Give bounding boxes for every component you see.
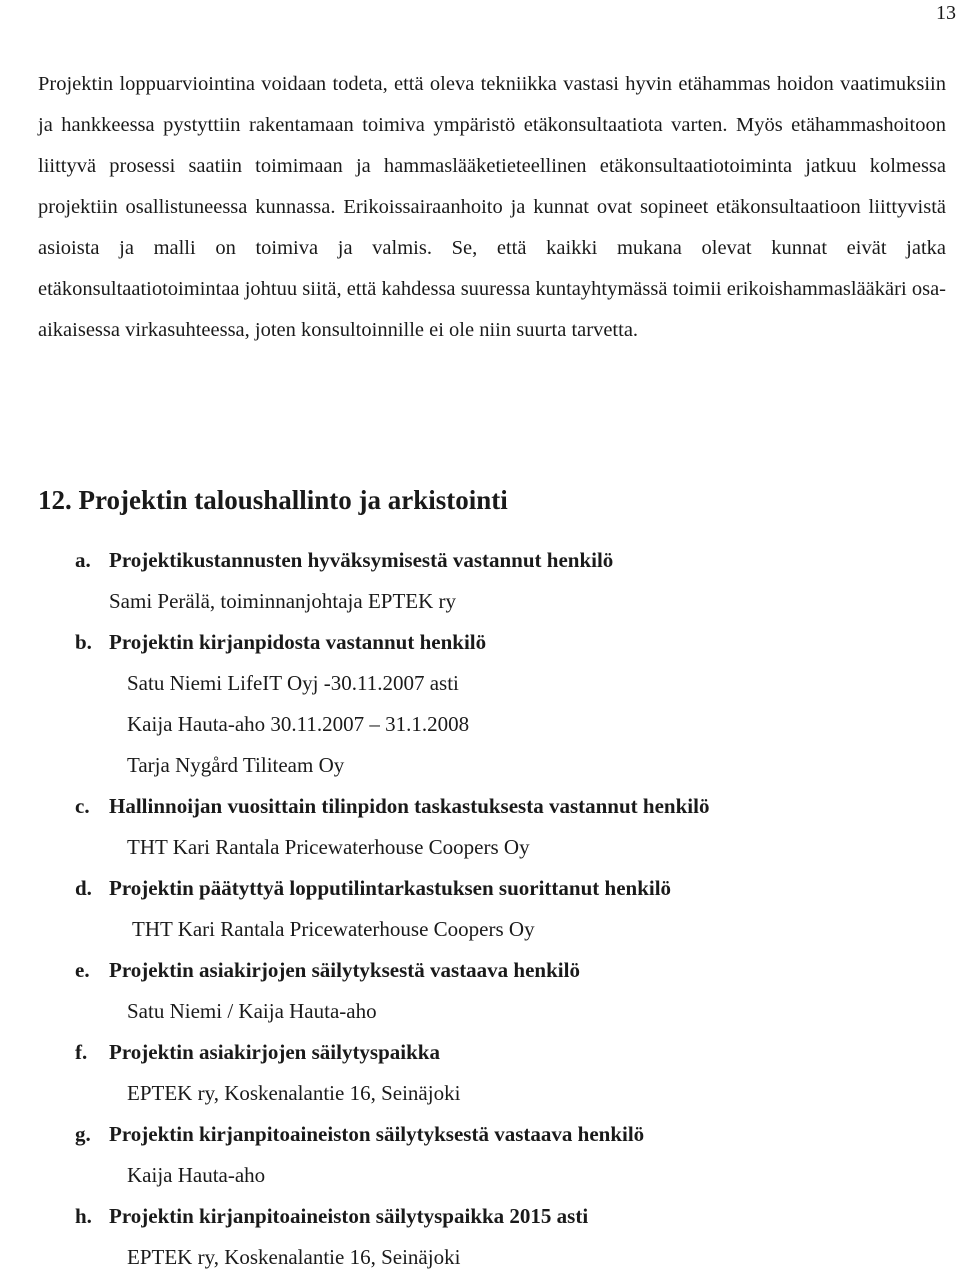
item-label-text: Projektin asiakirjojen säilytyspaikka (109, 1040, 440, 1064)
item-value: EPTEK ry, Koskenalantie 16, Seinäjoki (127, 1081, 461, 1105)
item-label-text: Projektin asiakirjojen säilytyksestä vastaava henkilö (109, 958, 580, 982)
section-heading: 12. Projektin taloushallinto ja arkistointi (38, 485, 508, 515)
item-label (75, 955, 580, 985)
item-letter: a. (75, 548, 91, 572)
item-label-text: Projektikustannusten hyväksymisestä vastannut henkilö (109, 548, 614, 572)
item-letter: f. (75, 1040, 88, 1064)
item-label-text: Projektin kirjanpitoaineiston säilytyksestä vastaava henkilö (109, 1122, 645, 1146)
item-label (75, 1119, 644, 1149)
item-letter: e. (75, 958, 90, 982)
item-label-text: Projektin kirjanpitoaineiston säilytyspaikka 2015 asti (109, 1204, 589, 1228)
item-letter: c. (75, 794, 90, 818)
item-label-text: Hallinnoijan vuosittain tilinpidon taskastuksesta vastannut henkilö (109, 794, 710, 818)
item-value: Kaija Hauta-aho 30.11.2007 – 31.1.2008 (127, 712, 470, 736)
item-letter: b. (75, 630, 92, 654)
item-letter: d. (75, 876, 92, 900)
item-value: Kaija Hauta-aho (127, 1163, 266, 1187)
body-paragraph: Projektin loppuarviointina voidaan todeta, että oleva tekniikka vastasi hyvin etähammas hoidon vaatimuksiin ja hankkeessa pystyttiin rakentamaan toimiva ympäristö etäkonsultaatiota varten. Myös etähammashoitoon liittyvä prosessi saatiin toimimaan ja hammaslääketieteellinen etäkonsultaatiotoiminta jatkuu kolmessa projektiin osallistuneessa kunnassa. Erikoissairaanhoito ja kunnat ovat sopineet etäkonsultaatioon liittyvistä asioista ja malli on toimiva ja valmis. Se, että kaikki mukana olevat kunnat eivät jatka etäkonsultaatiotoimintaa johtuu siitä, että kahdessa suuressa kuntayhtymässä toimii erikoishammaslääkäri osa-aikaisessa virkasuhteessa, joten konsultoinnille ei ole niin suurta tarvetta. (38, 73, 946, 341)
item-label-text: Projektin kirjanpidosta vastannut henkilö (109, 630, 487, 654)
item-letter: g. (75, 1122, 91, 1146)
item-label (75, 1037, 440, 1067)
item-value: Sami Perälä, toiminnanjohtaja EPTEK ry (109, 589, 457, 613)
item-value: THT Kari Rantala Pricewaterhouse Coopers Oy (127, 835, 530, 859)
item-label (75, 791, 709, 821)
item-label (75, 545, 613, 575)
item-value: EPTEK ry, Koskenalantie 16, Seinäjoki (127, 1245, 461, 1269)
item-label (75, 873, 671, 903)
item-value: THT Kari Rantala Pricewaterhouse Coopers Oy (132, 917, 535, 941)
item-label-text: Projektin päätyttyä lopputilintarkastuksen suorittanut henkilö (109, 876, 672, 900)
item-value: Satu Niemi / Kaija Hauta-aho (127, 999, 377, 1023)
item-value: Satu Niemi LifeIT Oyj -30.11.2007 asti (127, 671, 459, 695)
item-value: Tarja Nygård Tiliteam Oy (127, 753, 345, 777)
item-letter: h. (75, 1204, 92, 1228)
item-label (75, 627, 486, 657)
item-label (75, 1201, 588, 1231)
page-number: 13 (936, 2, 956, 24)
